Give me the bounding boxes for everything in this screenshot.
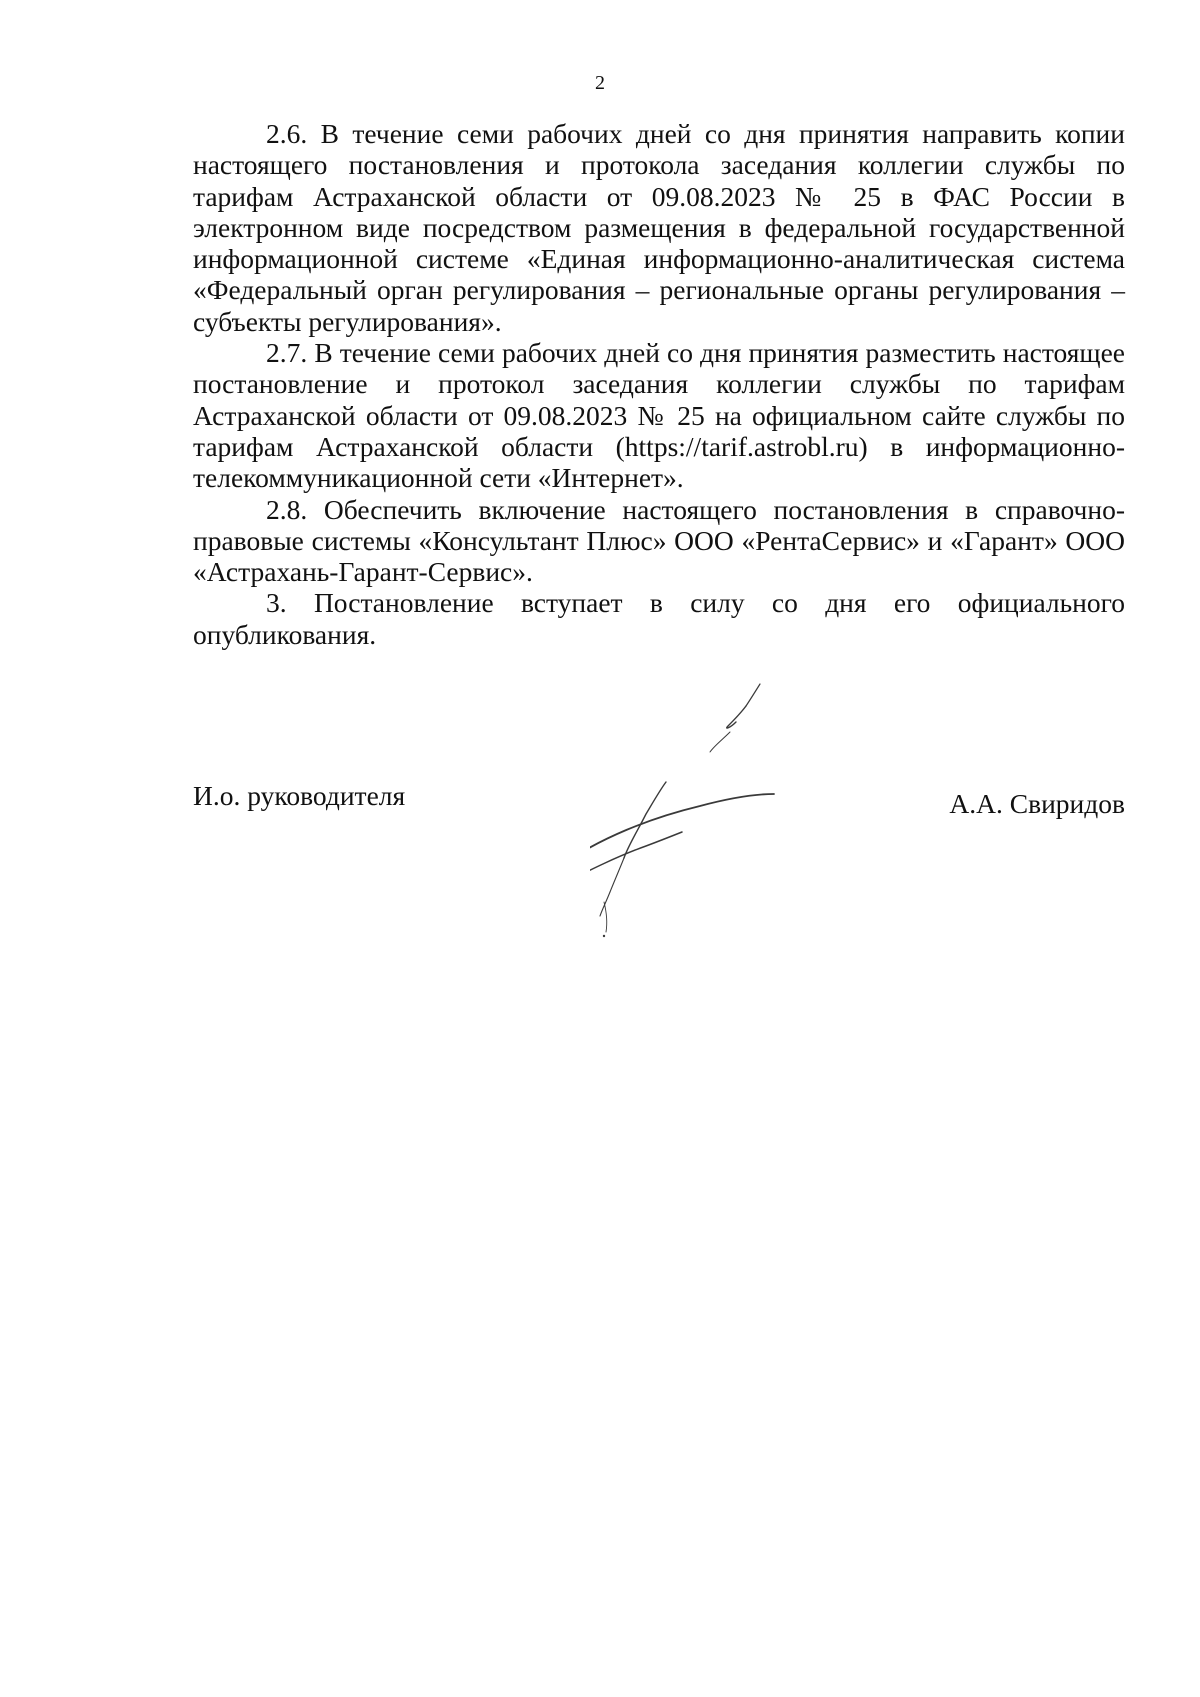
signatory-name: А.А. Свиридов xyxy=(949,788,1125,819)
paragraph-2-6: 2.6. В течение семи рабочих дней со дня принятия направить копии настоящего постановления и протокола заседания коллегии службы по тарифам Астраханской области от 09.08.2023 № 25 в ФАС России в электронном виде посредством размещения в федеральной государственной информационной системе «Единая информационно-аналитическая система «Федеральный орган регулирования – региональные органы регулирования – субъекты регулирования». xyxy=(193,118,1125,337)
paragraph-2-7: 2.7. В течение семи рабочих дней со дня принятия разместить настоящее постановление и протокол заседания коллегии службы по тарифам Астраханской области от 09.08.2023 № 25 на официальном сайте службы по тарифам Астраханской области (https://tarif.astrobl.ru) в информационно-телекоммуникационной сети «Интернет». xyxy=(193,337,1125,494)
document-body xyxy=(193,118,1125,650)
paragraph-2-8: 2.8. Обеспечить включение настоящего постановления в справочно-правовые системы «Консультант Плюс» ООО «РентаСервис» и «Гарант» ООО «Астрахань-Гарант-Сервис». xyxy=(193,493,1125,588)
signature-block xyxy=(193,770,1125,830)
paragraph-3: 3. Постановление вступает в силу со дня его официального опубликования. xyxy=(193,587,1125,650)
signatory-position: И.о. руководителя xyxy=(193,780,406,811)
page-number: 2 xyxy=(595,72,605,94)
